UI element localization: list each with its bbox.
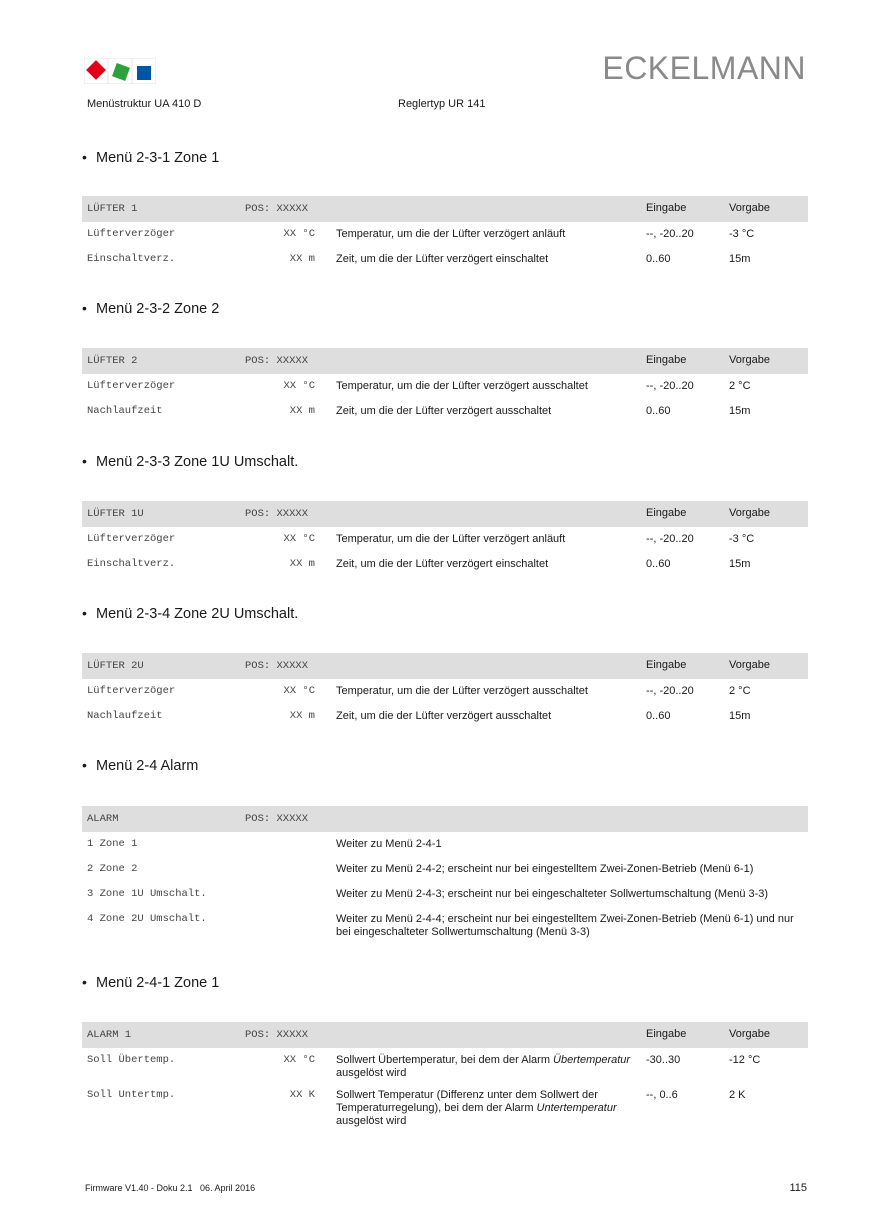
input-range: --, -20..20 xyxy=(646,533,694,545)
menu-section xyxy=(82,603,808,623)
parameter-description: Zeit, um die der Lüfter verzögert einschaltet xyxy=(336,253,549,265)
table-header-row xyxy=(82,501,808,527)
default-value: 2 °C xyxy=(729,380,751,392)
menu-position: POS: XXXXX xyxy=(245,1029,309,1041)
section-title: • Menü 2-3-1 Zone 1 xyxy=(82,149,220,166)
table-row xyxy=(82,679,808,704)
footer-firmware-info: Firmware V1.40 - Doku 2.1 06. April 2016 xyxy=(85,1183,256,1193)
menu-position: POS: XXXXX xyxy=(245,203,309,215)
input-header: Eingabe xyxy=(646,659,687,671)
parameter-value: XX °C xyxy=(283,1054,315,1066)
submenu-description: Weiter zu Menü 2-4-4; erscheint nur bei eingestelltem Zwei-Zonen-Betrieb (Menü 6-1) und nur bei eingeschalteter Sollwertumschaltung (Menü 3-3) xyxy=(336,913,794,938)
menu-table xyxy=(82,348,808,424)
menu-section xyxy=(82,147,808,167)
parameter-name: Einschaltverz. xyxy=(87,558,176,570)
parameter-name: Nachlaufzeit xyxy=(87,405,163,417)
parameter-description: Temperatur, um die der Lüfter verzögert anläuft xyxy=(336,228,566,240)
menu-table xyxy=(82,806,808,942)
table-header-row xyxy=(82,806,808,832)
parameter-description: Zeit, um die der Lüfter verzögert ausschaltet xyxy=(336,405,552,417)
default-value: 15m xyxy=(729,253,751,265)
menu-table xyxy=(82,653,808,729)
parameter-value: XX m xyxy=(289,405,315,417)
parameter-description: Sollwert Temperatur (Differenz unter dem Sollwert der Temperaturregelung), bei dem der Alarm Untertemperatur ausgelöst wird xyxy=(336,1089,617,1127)
default-value: -3 °C xyxy=(729,533,755,545)
parameter-description: Sollwert Übertemperatur, bei dem der Alarm Übertemperatur ausgelöst wird xyxy=(336,1054,631,1079)
parameter-value: XX m xyxy=(289,253,315,265)
parameter-name: Lüfterverzöger xyxy=(87,380,176,392)
parameter-value: XX °C xyxy=(283,228,315,240)
menu-position: POS: XXXXX xyxy=(245,813,309,825)
submenu-item: 3 Zone 1U Umschalt. xyxy=(87,888,207,900)
menu-position: POS: XXXXX xyxy=(245,660,309,672)
parameter-description: Zeit, um die der Lüfter verzögert ausschaltet xyxy=(336,710,552,722)
menu-name: LÜFTER 1U xyxy=(87,508,144,520)
parameter-description: Temperatur, um die der Lüfter verzögert anläuft xyxy=(336,533,566,545)
default-header: Vorgabe xyxy=(729,507,770,519)
input-range: --, -20..20 xyxy=(646,380,694,392)
default-value: -3 °C xyxy=(729,228,755,240)
table-row xyxy=(82,374,808,399)
table-row xyxy=(82,222,808,247)
parameter-name: Nachlaufzeit xyxy=(87,710,163,722)
section-title: • Menü 2-4-1 Zone 1 xyxy=(82,974,220,991)
parameter-value: XX m xyxy=(289,558,315,570)
parameter-name: Lüfterverzöger xyxy=(87,228,176,240)
table-row xyxy=(82,527,808,552)
input-header: Eingabe xyxy=(646,354,687,366)
controller-type: Reglertyp UR 141 xyxy=(398,98,486,110)
parameter-value: XX K xyxy=(289,1089,315,1101)
input-range: 0..60 xyxy=(646,558,671,570)
input-header: Eingabe xyxy=(646,507,687,519)
default-value: 2 °C xyxy=(729,685,751,697)
table-row xyxy=(82,857,808,882)
section-title: • Menü 2-3-3 Zone 1U Umschalt. xyxy=(82,453,299,470)
default-header: Vorgabe xyxy=(729,202,770,214)
input-range: 0..60 xyxy=(646,710,671,722)
parameter-description: Temperatur, um die der Lüfter verzögert ausschaltet xyxy=(336,380,588,392)
menu-position: POS: XXXXX xyxy=(245,508,309,520)
menu-name: LÜFTER 1 xyxy=(87,203,138,215)
section-title: • Menü 2-3-2 Zone 2 xyxy=(82,300,220,317)
input-range: --, -20..20 xyxy=(646,685,694,697)
menu-name: LÜFTER 2U xyxy=(87,660,144,672)
menu-section xyxy=(82,755,808,775)
submenu-description: Weiter zu Menü 2-4-1 xyxy=(336,838,442,850)
submenu-item: 2 Zone 2 xyxy=(87,863,138,875)
parameter-value: XX m xyxy=(289,710,315,722)
table-row xyxy=(82,704,808,729)
input-range: -30..30 xyxy=(646,1054,681,1066)
table-row xyxy=(82,1083,808,1128)
menu-section xyxy=(82,451,808,471)
table-row xyxy=(82,882,808,907)
default-header: Vorgabe xyxy=(729,659,770,671)
eckelmann-logo-icon xyxy=(84,58,156,84)
parameter-name: Lüfterverzöger xyxy=(87,685,176,697)
table-header-row xyxy=(82,1022,808,1048)
parameter-value: XX °C xyxy=(283,685,315,697)
parameter-description: Temperatur, um die der Lüfter verzögert ausschaltet xyxy=(336,685,588,697)
menu-position: POS: XXXXX xyxy=(245,355,309,367)
input-range: 0..60 xyxy=(646,405,671,417)
default-value: 15m xyxy=(729,405,751,417)
submenu-description: Weiter zu Menü 2-4-2; erscheint nur bei eingestelltem Zwei-Zonen-Betrieb (Menü 6-1) xyxy=(336,863,754,875)
menu-table xyxy=(82,501,808,577)
menu-name: ALARM 1 xyxy=(87,1029,132,1041)
default-value: -12 °C xyxy=(729,1054,761,1066)
table-row xyxy=(82,399,808,424)
input-header: Eingabe xyxy=(646,202,687,214)
table-header-row xyxy=(82,348,808,374)
menu-name: ALARM xyxy=(87,813,119,825)
table-row xyxy=(82,832,808,857)
submenu-item: 1 Zone 1 xyxy=(87,838,138,850)
table-row xyxy=(82,552,808,577)
menu-name: LÜFTER 2 xyxy=(87,355,138,367)
table-row xyxy=(82,907,808,942)
parameter-value: XX °C xyxy=(283,380,315,392)
default-header: Vorgabe xyxy=(729,354,770,366)
page-number: 115 xyxy=(789,1182,807,1194)
default-header: Vorgabe xyxy=(729,1028,770,1040)
brand-name: ECKELMANN xyxy=(602,50,806,86)
table-row xyxy=(82,247,808,272)
parameter-name: Einschaltverz. xyxy=(87,253,176,265)
parameter-name: Soll Untertmp. xyxy=(87,1089,176,1101)
menu-section xyxy=(82,972,808,992)
document-title: Menüstruktur UA 410 D xyxy=(87,98,202,110)
table-row xyxy=(82,1048,808,1083)
default-value: 15m xyxy=(729,558,751,570)
section-title: • Menü 2-4 Alarm xyxy=(82,757,199,774)
parameter-description: Zeit, um die der Lüfter verzögert einschaltet xyxy=(336,558,549,570)
submenu-description: Weiter zu Menü 2-4-3; erscheint nur bei eingeschalteter Sollwertumschaltung (Menü 3-3) xyxy=(336,888,769,900)
menu-table xyxy=(82,1022,808,1128)
table-header-row xyxy=(82,653,808,679)
default-value: 15m xyxy=(729,710,751,722)
input-range: --, -20..20 xyxy=(646,228,694,240)
input-header: Eingabe xyxy=(646,1028,687,1040)
parameter-value: XX °C xyxy=(283,533,315,545)
parameter-name: Soll Übertemp. xyxy=(87,1054,176,1066)
menu-table xyxy=(82,196,808,272)
menu-section xyxy=(82,298,808,318)
input-range: --, 0..6 xyxy=(646,1089,678,1101)
section-title: • Menü 2-3-4 Zone 2U Umschalt. xyxy=(82,605,299,622)
input-range: 0..60 xyxy=(646,253,671,265)
default-value: 2 K xyxy=(729,1089,746,1101)
table-header-row xyxy=(82,196,808,222)
parameter-name: Lüfterverzöger xyxy=(87,533,176,545)
submenu-item: 4 Zone 2U Umschalt. xyxy=(87,913,207,925)
